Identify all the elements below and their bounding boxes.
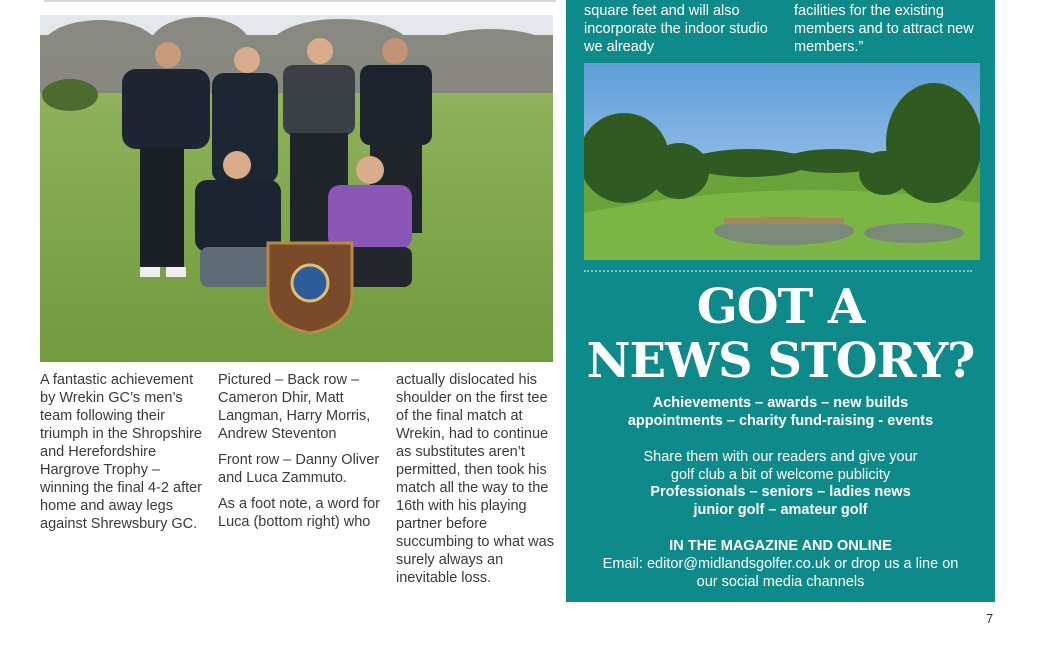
article-continuation-1: square feet and will also incorporate the indoor studio we already (584, 3, 768, 55)
headline-line-1: GOT A (696, 279, 865, 335)
email-line-1: Email: editor@midlandsgolfer.co.uk or drop us a line on (602, 556, 959, 572)
topics-line-2: appointments – charity fund-raising - events (627, 413, 934, 429)
team-photo (40, 15, 553, 362)
share-line-2: golf club a bit of welcome publicity (670, 467, 891, 483)
caption-text: actually dislocated his shoulder on the first tee of the final match at Wrekin, had to continue as substitutes aren’t permitted, then took his match all the way to the 16th with his playing partner before succumbing to what was surely always an inevitable loss. (396, 372, 554, 586)
page-number: 7 (986, 611, 994, 626)
dotted-divider (584, 270, 972, 272)
caption-back-row: Pictured – Back row – Cameron Dhir, Matt Langman, Harry Morris, Andrew Steventon (218, 372, 371, 442)
top-rule (44, 0, 556, 2)
topics-line-1: Achievements – awards – new builds (652, 395, 909, 411)
categories-line-1: Professionals – seniors – ladies news (650, 484, 911, 500)
golf-course-photo (584, 63, 980, 260)
caption-footnote: As a foot note, a word for Luca (bottom right) who (218, 496, 381, 530)
share-line-1: Share them with our readers and give your (643, 449, 918, 465)
article-continuation-2: facilities for the existing members and to attract new members.” (794, 3, 974, 55)
caption-column-3 (396, 371, 561, 595)
categories-line-2: junior golf – amateur golf (693, 502, 868, 518)
magazine-heading: IN THE MAGAZINE AND ONLINE (669, 538, 892, 554)
headline-line-2: NEWS STORY? (586, 333, 975, 389)
email-line-2: our social media channels (696, 574, 865, 590)
caption-front-row: Front row – Danny Oliver and Luca Zammuto. (218, 452, 380, 486)
news-story-panel (566, 0, 995, 602)
headline (566, 280, 995, 388)
caption-text: A fantastic achievement by Wrekin GC’s men’s team following their triumph in the Shropshire and Herefordshire Hargrove Trophy – winning the final 4-2 after home and away legs against Shrewsbury GC. (40, 372, 203, 532)
caption-column-2 (218, 371, 383, 539)
caption-column-1 (40, 371, 205, 541)
